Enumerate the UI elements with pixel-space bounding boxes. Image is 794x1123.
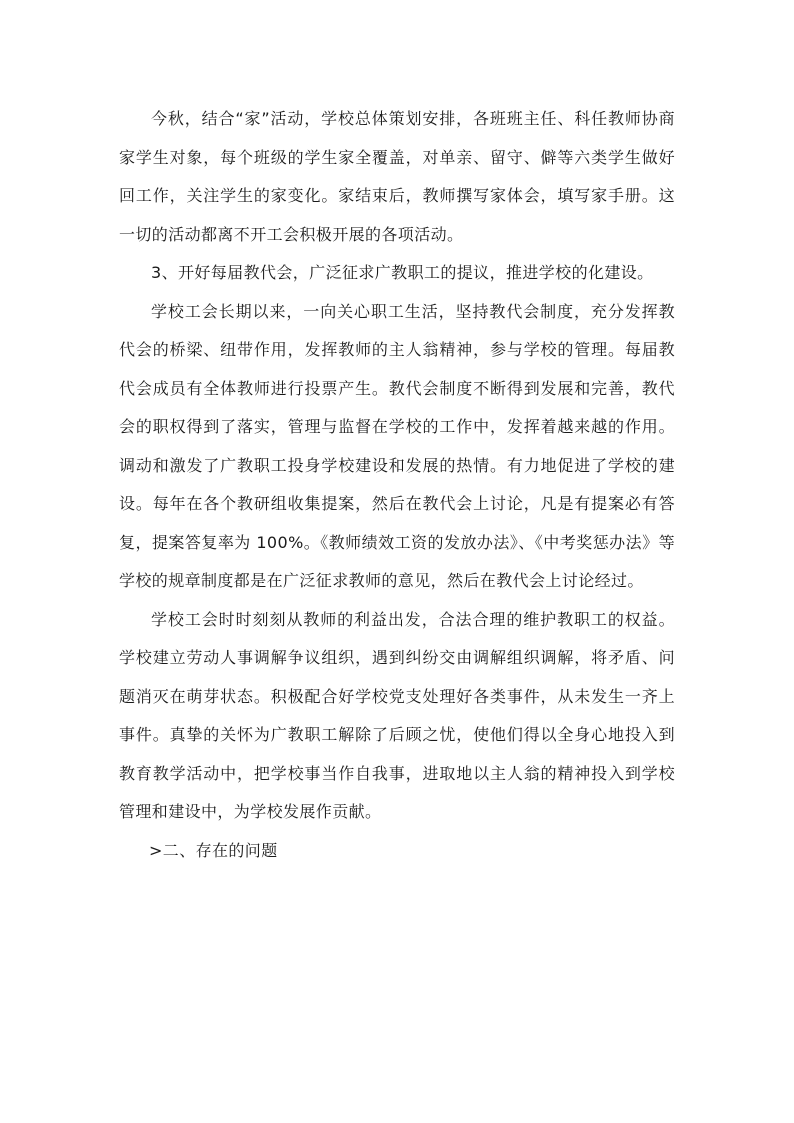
paragraph-home-visit: 今秋，结合“家”活动，学校总体策划安排，各班班主任、科任教师协商家学生对象，每个班级的学生家全覆盖，对单亲、留守、僻等六类学生做好回工作，关注学生的家变化。家结束后，教师撰写家体会，填写家手册。这一切的活动都离不开工会积极开展的各项活动。 — [119, 109, 675, 244]
document-body — [119, 100, 675, 870]
paragraph-congress-system: 学校工会长期以来，一向关心职工生活，坚持教代会制度，充分发挥教代会的桥梁、纽带作用，发挥教师的主人翁精神，参与学校的管理。每届教代会成员有全体教师进行投票产生。教代会制度不断得到发展和完善，教代会的职权得到了落实，管理与监督在学校的工作中，发挥着越来越的作用。调动和激发了广教职工投身学校建设和发展的热情。有力地促进了学校的建设。每年在各个教研组收集提案，然后在教代会上讨论，凡是有提案必有答复，提案答复率为 100%。《教师绩效工资的发放办法》、《中考奖惩办法》等学校的规章制度都是在广泛征求教师的意见，然后在教代会上讨论经过。 — [119, 301, 675, 590]
paragraph-congress-item-3: 3、开好每届教代会，广泛征求广教职工的提议，推进学校的化建设。 — [151, 263, 654, 282]
paragraph-staff-rights: 学校工会时时刻刻从教师的利益出发，合法合理的维护教职工的权益。学校建立劳动人事调解争议组织，遇到纠纷交由调解组织调解，将矛盾、问题消灭在萌芽状态。积极配合好学校党支处理好各类事件，从未发生一齐上事件。真挚的关怀为广教职工解除了后顾之忧，使他们得以全身心地投入到教育教学活动中，把学校事当作自我事，进取地以主人翁的精神投入到学校管理和建设中，为学校发展作贡献。 — [119, 609, 675, 821]
section-heading-problems: >二、存在的问题 — [149, 840, 278, 860]
